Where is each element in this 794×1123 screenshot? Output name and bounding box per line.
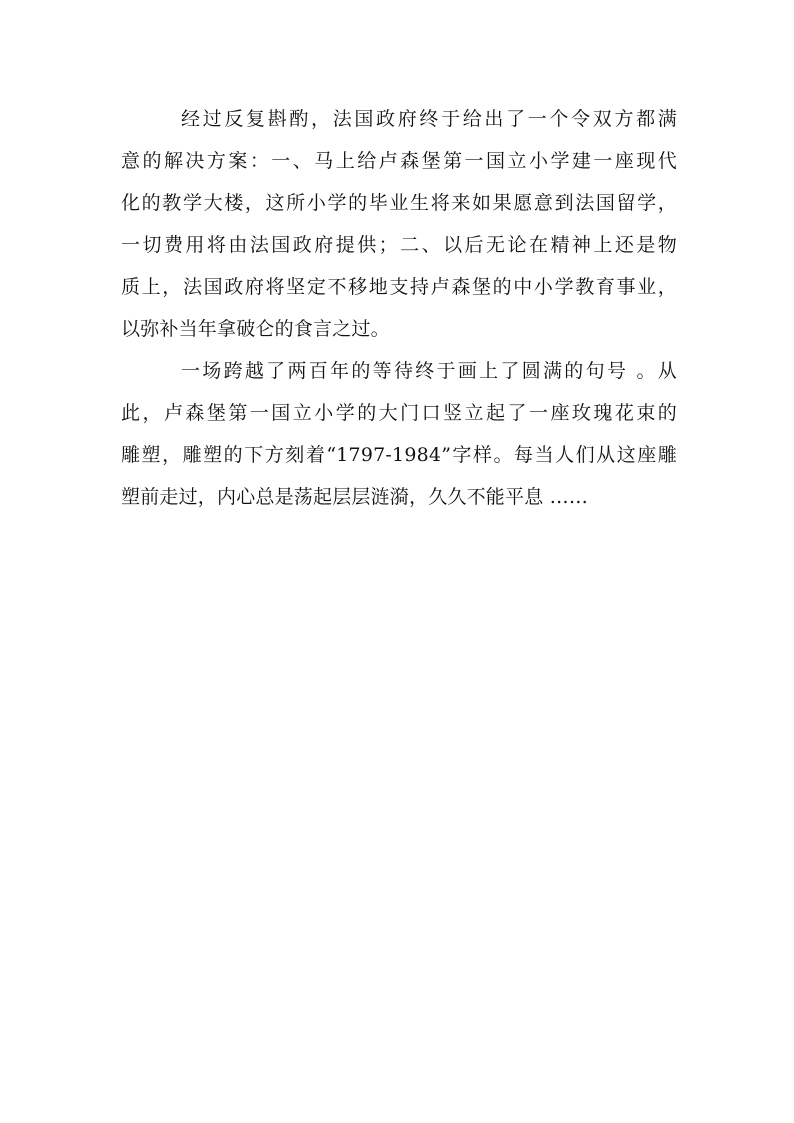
paragraph-1 [121,98,677,350]
paragraph-line: 此，卢森堡第一国立小学的大门口竖立起了一座玫瑰花束的 [121,402,677,424]
paragraph-line: 质上，法国政府将坚定不移地支持卢森堡的中小学教育事业， [121,276,677,298]
paragraph-2 [121,350,677,518]
document-body [121,98,677,518]
paragraph-line: 化的教学大楼，这所小学的毕业生将来如果愿意到法国留学， [121,192,677,214]
paragraph-line: 一场跨越了两百年的等待终于画上了圆满的句号 。从 [181,360,677,382]
paragraph-line: 一切费用将由法国政府提供；二、以后无论在精神上还是物 [121,234,677,256]
paragraph-line: 经过反复斟酌，法国政府终于给出了一个令双方都满 [181,108,677,130]
paragraph-line: 雕塑，雕塑的下方刻着“1797-1984”字样。每当人们从这座雕 [121,444,677,466]
paragraph-line: 以弥补当年拿破仑的食言之过。 [121,318,390,340]
paragraph-line: 塑前走过，内心总是荡起层层涟漪，久久不能平息 …… [121,486,589,508]
paragraph-line: 意的解决方案：一、马上给卢森堡第一国立小学建一座现代 [121,150,677,172]
